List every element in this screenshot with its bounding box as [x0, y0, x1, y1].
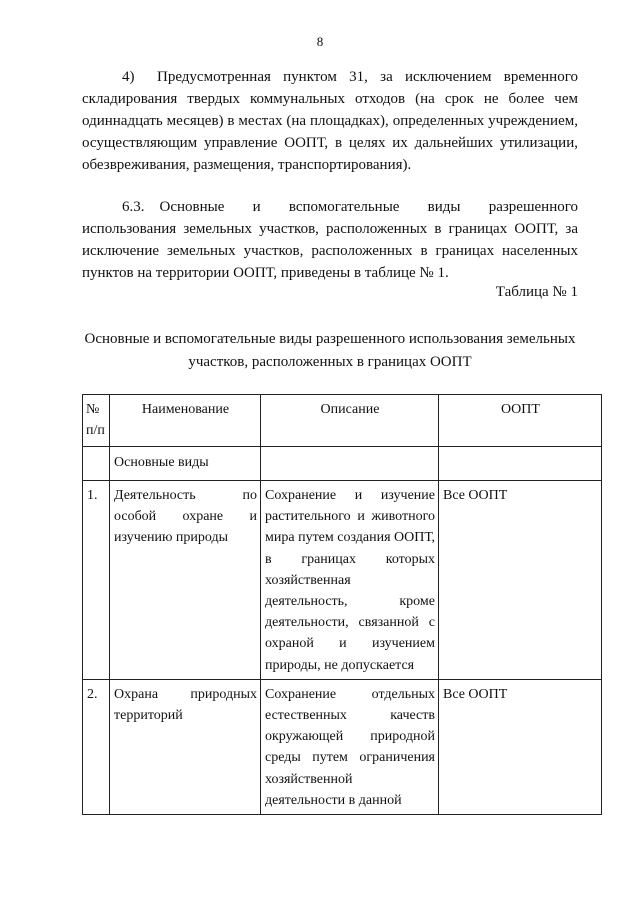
table-row [83, 481, 602, 680]
section-empty-cell [261, 447, 439, 481]
row-name: Охрана природных территорий [110, 679, 261, 814]
table-label: Таблица № 1 [495, 284, 578, 300]
paragraph-item-4: 4) Предусмотренная пунктом 31, за исключением временного складирования твердых коммунальных отходов (на срок не более чем одиннадцать месяцев) в местах (на площадках), определенных учреждением, осуществляющим управление ООПТ, в целях их дальнейших утилизации, обезвреживания, размещения, транспортирования). [82, 69, 578, 173]
header-name: Наименование [110, 395, 261, 447]
header-oopt: ООПТ [439, 395, 602, 447]
row-oopt: Все ООПТ [439, 481, 602, 680]
table-row [83, 679, 602, 814]
row-name: Деятельность по особой охране и изучению природы [110, 481, 261, 680]
section-label: Основные виды [110, 447, 261, 481]
header-description: Описание [261, 395, 439, 447]
row-num: 2. [83, 679, 110, 814]
section-empty-cell [439, 447, 602, 481]
table-title: Основные и вспомогательные виды разрешенного использования земельных участков, расположенных в границах ООПТ [84, 331, 576, 370]
land-use-table [82, 394, 602, 815]
section-empty-cell [83, 447, 110, 481]
page-number: 8 [316, 34, 324, 49]
row-description: Сохранение отдельных естественных качеств окружающей природной среды путем ограничения хозяйственной деятельности в данной [261, 679, 439, 814]
row-oopt: Все ООПТ [439, 679, 602, 814]
table-header-row [83, 395, 602, 447]
paragraph-6-3: 6.3. Основные и вспомогательные виды разрешенного использования земельных участков, расположенных в границах ООПТ, за исключение земельных участков, расположенных в границах населенных пунктов на территории ООПТ, приведены в таблице № 1. [82, 199, 578, 281]
header-num: № п/п [83, 395, 110, 447]
row-description: Сохранение и изучение растительного и животного мира путем создания ООПТ, в границах которых хозяйственная деятельность, кроме деятельности, связанной с охраной и изучением природы, не допускается [261, 481, 439, 680]
row-num: 1. [83, 481, 110, 680]
table-section-row [83, 447, 602, 481]
